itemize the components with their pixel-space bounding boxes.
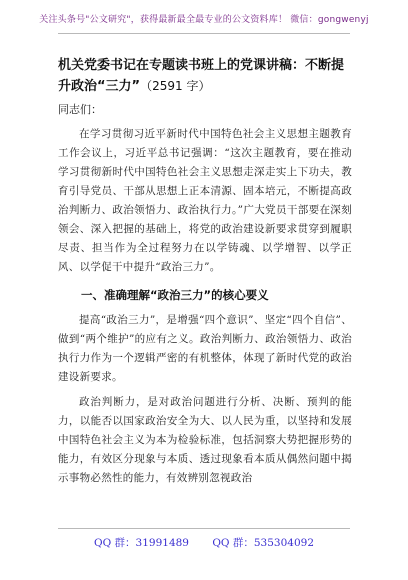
paragraph: 提高“政治三力”，是增强“四个意识”、坚定“四个自信”、做到“两个维护”的应有之义。政治判断力、政治领悟力、政治执行力作为一个逻辑严密的有机整体，体现了新时代党的政治建设新要求。 [58,314,352,383]
qq-group-1: QQ 群：31991489 [93,537,189,549]
paragraph: 在学习贯彻习近平新时代中国特色社会主义思想主题教育工作会议上，习近平总书记强调：“这次主题教育，要在推动学习贯彻新时代中国特色社会主义思想走深走实上下功夫，教育引导党员、干部从思想上正本清源、固本培元，不断提高政治判断力、政治领悟力、政治执行力。”广大党员干部要在深刻领会、深入把握的基础上，将党的政治建设新要求贯穿到履职尽责、担当作为全过程努力在以学铸魂、以学增智、以学正风、以学促干中提升“政治三力”。 [58,128,352,273]
header-promo-text: 关注头条号"公文研究"，获得最新最全最专业的公文资料库！ 微信：gongwenyj [39,15,369,25]
section-heading: 一、准确理解“政治三力”的核心要义 [81,288,269,302]
page-header [0,0,408,44]
document-title-text: 机关党委书记在专题读书班上的党课讲稿：不断提升政治“三力” [58,58,345,94]
header-divider [58,33,350,34]
document-body [58,56,352,488]
qq-group-2: QQ 群：535304092 [212,537,315,549]
greeting: 同志们： [58,103,102,116]
page-footer [58,528,350,559]
paragraph: 政治判断力，是对政治问题进行分析、决断、预判的能力，以能否以国家政治安全为大、以人民为重，以坚持和发展中国特色社会主义为本为检验标准，包括洞察大势把握形势的能力，有效区分现象与本质、透过现象看本质从偶然问题中揭示事物必然性的能力，有效辨别忽视政治 [58,396,352,484]
document-title [58,56,352,97]
word-count: （2591 字） [140,79,211,93]
